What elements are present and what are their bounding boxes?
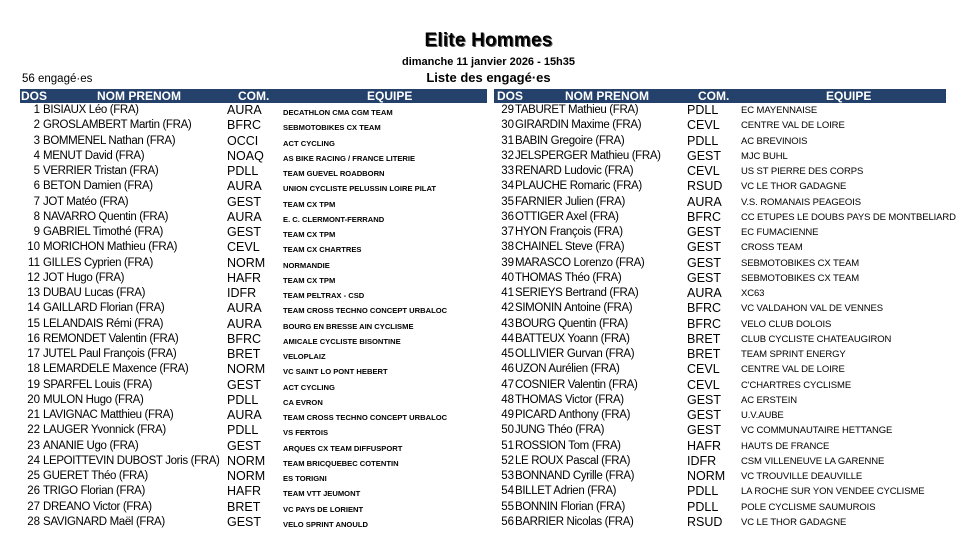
team-name: VC VALDAHON VAL DE VENNES — [741, 303, 883, 315]
bib-number: 5 — [33, 165, 40, 177]
rider-name: JELSPERGER Mathieu (FRA) — [515, 149, 661, 162]
bib-number: 10 — [27, 241, 40, 254]
team-name: VC PAYS DE LORIENT — [283, 504, 364, 514]
team-name: SEBMOTOBIKES CX TEAM — [283, 123, 381, 133]
bib-number: 43 — [501, 317, 514, 330]
rider-name: LAUGER Yvonnick (FRA) — [43, 424, 166, 437]
bib-number: 37 — [501, 226, 514, 238]
bib-number: 42 — [501, 302, 514, 315]
rider-name: PLAUCHE Romaric (FRA) — [515, 180, 642, 193]
team-name: CLUB CYCLISTE CHATEAUGIRON — [741, 333, 892, 345]
team-name: DECATHLON CMA CGM TEAM — [283, 108, 393, 117]
rider-name: HYON François (FRA) — [515, 226, 623, 238]
team-name: ES TORIGNI — [283, 474, 327, 483]
committee-code: NORM — [687, 469, 726, 483]
committee-code: IDFR — [687, 453, 717, 468]
committee-code: IDFR — [227, 286, 257, 300]
table-header-left — [20, 89, 487, 103]
committee-code: GEST — [227, 377, 262, 392]
bib-number: 33 — [501, 165, 514, 177]
rider-name: BONNAND Cyrille (FRA) — [515, 470, 635, 482]
bib-number: 16 — [27, 332, 40, 345]
committee-code: CEVL — [687, 362, 720, 377]
bib-number: 28 — [27, 515, 40, 528]
rider-name: BOMMENEL Nathan (FRA) — [43, 134, 176, 147]
rider-name: COSNIER Valentin (FRA) — [515, 378, 638, 391]
team-name: CROSS TEAM — [741, 242, 803, 254]
rider-name: LEMARDELE Maxence (FRA) — [43, 363, 189, 376]
committee-code: GEST — [687, 225, 722, 239]
committee-code: PDLL — [687, 103, 719, 117]
bib-number: 3 — [33, 134, 40, 147]
committee-code: GEST — [227, 225, 262, 239]
bib-number: 53 — [501, 470, 514, 482]
bib-number: 52 — [501, 454, 514, 467]
team-name: TEAM CX TPM — [283, 199, 336, 209]
team-name: VC LE THOR GADAGNE — [741, 181, 847, 193]
committee-code: BRET — [227, 499, 261, 514]
rider-name: MORICHON Mathieu (FRA) — [43, 241, 178, 254]
team-name: TEAM CX CHARTRES — [283, 245, 362, 255]
bib-number: 6 — [33, 180, 40, 193]
team-name: LA ROCHE SUR YON VENDEE CYCLISME — [741, 486, 925, 498]
committee-code: GEST — [227, 514, 262, 529]
rider-name: GIRARDIN Maxime (FRA) — [515, 119, 642, 132]
bib-number: 23 — [27, 439, 40, 452]
committee-code: PDLL — [227, 423, 259, 438]
team-name: ARQUES CX TEAM DIFFUSPORT — [283, 443, 403, 453]
committee-code: AURA — [687, 194, 722, 209]
column-header-team: EQUIPE — [367, 89, 413, 103]
team-name: HAUTS DE FRANCE — [741, 440, 830, 452]
rider-name: RENARD Ludovic (FRA) — [515, 165, 634, 177]
rider-name: NAVARRO Quentin (FRA) — [43, 210, 169, 223]
committee-code: GEST — [687, 148, 722, 163]
committee-code: GEST — [227, 194, 262, 209]
rider-name: GUERET Théo (FRA) — [43, 470, 148, 482]
bib-number: 38 — [501, 241, 514, 254]
committee-code: HAFR — [227, 270, 262, 285]
team-name: VC TROUVILLE DEAUVILLE — [741, 471, 863, 482]
team-name: MJC BUHL — [741, 150, 788, 162]
committee-code: AURA — [227, 408, 262, 422]
team-name: TEAM SPRINT ENERGY — [741, 349, 846, 360]
rider-name: GAILLARD Florian (FRA) — [43, 302, 165, 315]
committee-code: CEVL — [687, 118, 720, 133]
committee-code: BRET — [687, 331, 721, 346]
committee-code: GEST — [687, 255, 722, 270]
rider-name: BARRIER Nicolas (FRA) — [515, 515, 634, 528]
committee-code: GEST — [687, 270, 722, 285]
committee-code: OCCI — [227, 133, 259, 148]
column-header-com: COM. — [698, 89, 730, 103]
committee-code: NORM — [227, 255, 266, 270]
rider-name: TABURET Mathieu (FRA) — [515, 104, 639, 116]
rider-name: BATTEUX Yoann (FRA) — [515, 332, 630, 345]
rider-name: ANANIE Ugo (FRA) — [43, 439, 139, 452]
list-subtitle: Liste des engagé·es — [426, 70, 551, 85]
team-name: EC FUMACIENNE — [741, 227, 819, 238]
bib-number: 19 — [27, 378, 40, 391]
rider-name: FARNIER Julien (FRA) — [515, 195, 625, 208]
committee-code: BFRC — [687, 316, 722, 331]
committee-code: BFRC — [687, 301, 722, 316]
team-name: AMICALE CYCLISTE BISONTINE — [283, 336, 401, 346]
rider-name: LEPOITTEVIN DUBOST Joris (FRA) — [43, 454, 220, 467]
bib-number: 44 — [501, 332, 514, 345]
rider-name: GABRIEL Timothé (FRA) — [43, 226, 164, 238]
team-name: V.S. ROMANAIS PEAGEOIS — [741, 196, 861, 208]
column-header-team: EQUIPE — [826, 89, 872, 103]
table-header-right — [494, 89, 946, 103]
bib-number: 40 — [501, 271, 514, 284]
team-name: POLE CYCLISME SAUMUROIS — [741, 501, 876, 513]
team-name: EC MAYENNAISE — [741, 105, 818, 116]
rider-name: SPARFEL Louis (FRA) — [43, 378, 153, 391]
team-name: VELO SPRINT ANOULD — [283, 519, 368, 529]
bib-number: 26 — [27, 485, 40, 498]
committee-code: CEVL — [227, 240, 260, 255]
committee-code: PDLL — [687, 499, 719, 514]
team-name: TEAM CROSS TECHNO CONCEPT URBALOC — [283, 413, 448, 422]
bib-number: 48 — [501, 393, 514, 406]
committee-code: GEST — [687, 423, 722, 438]
committee-code: GEST — [227, 438, 262, 453]
column-header-name: NOM PRENOM — [565, 89, 649, 103]
rider-name: MARASCO Lorenzo (FRA) — [515, 256, 645, 269]
team-name: BOURG EN BRESSE AIN CYCLISME — [283, 321, 414, 331]
rider-name: MULON Hugo (FRA) — [43, 393, 144, 406]
rider-name: DUBAU Lucas (FRA) — [43, 287, 146, 299]
committee-code: GEST — [687, 392, 722, 407]
rider-name: JOT Matéo (FRA) — [43, 195, 129, 208]
rider-name: MENUT David (FRA) — [43, 149, 145, 162]
team-name: TEAM CX TPM — [283, 275, 336, 285]
rider-name: JOT Hugo (FRA) — [43, 271, 125, 284]
committee-code: PDLL — [687, 133, 719, 148]
committee-code: PDLL — [227, 392, 259, 407]
bib-number: 34 — [501, 180, 514, 193]
bib-number: 21 — [27, 409, 40, 421]
bib-number: 25 — [27, 470, 40, 482]
committee-code: AURA — [227, 103, 262, 117]
rider-name: JUNG Théo (FRA) — [515, 424, 605, 437]
team-name: CSM VILLENEUVE LA GARENNE — [741, 455, 885, 467]
bib-number: 12 — [27, 271, 40, 284]
committee-code: RSUD — [687, 179, 723, 194]
rider-name: GROSLAMBERT Martin (FRA) — [43, 119, 192, 132]
rider-name: UZON Aurélien (FRA) — [515, 363, 620, 376]
bib-number: 7 — [33, 195, 40, 208]
bib-number: 36 — [501, 210, 514, 223]
team-name: E. C. CLERMONT-FERRAND — [283, 214, 385, 224]
team-name: AC BREVINOIS — [741, 135, 808, 147]
column-header-name: NOM PRENOM — [97, 89, 181, 103]
rider-name: BISIAUX Léo (FRA) — [43, 104, 139, 116]
team-name: AC ERSTEIN — [741, 394, 798, 406]
bib-number: 11 — [28, 256, 40, 269]
rider-name: LE ROUX Pascal (FRA) — [515, 454, 631, 467]
bib-number: 47 — [501, 378, 514, 391]
committee-code: NORM — [227, 362, 266, 377]
race-date: dimanche 11 janvier 2026 - 15h35 — [401, 56, 576, 68]
column-header-dos: DOS — [497, 89, 524, 103]
team-name: VC SAINT LO PONT HEBERT — [283, 367, 388, 377]
bib-number: 41 — [501, 287, 514, 299]
team-name: SEBMOTOBIKES CX TEAM — [741, 257, 860, 269]
committee-code: PDLL — [687, 484, 719, 499]
committee-code: BFRC — [687, 209, 722, 224]
rider-name: BILLET Adrien (FRA) — [515, 485, 617, 498]
team-name: VC LE THOR GADAGNE — [741, 516, 847, 528]
bib-number: 8 — [33, 210, 40, 223]
team-name: TEAM VTT JEUMONT — [283, 489, 361, 499]
committee-code: BRET — [227, 347, 261, 361]
bib-number: 18 — [27, 363, 40, 376]
team-name: CENTRE VAL DE LOIRE — [741, 120, 845, 132]
bib-number: 22 — [27, 424, 40, 437]
rider-name: GILLES Cyprien (FRA) — [43, 256, 153, 269]
bib-number: 1 — [33, 104, 40, 116]
committee-code: BRET — [687, 347, 721, 361]
bib-number: 46 — [501, 363, 514, 376]
team-name: VELOPLAIZ — [283, 352, 326, 361]
team-name: SEBMOTOBIKES CX TEAM — [741, 272, 860, 284]
committee-code: AURA — [227, 301, 262, 316]
rider-name: SERIEYS Bertrand (FRA) — [515, 287, 639, 299]
column-header-dos: DOS — [21, 89, 48, 103]
team-name: CENTRE VAL DE LOIRE — [741, 364, 845, 376]
team-name: U.V.AUBE — [741, 410, 784, 421]
rider-name: DREANO Victor (FRA) — [43, 500, 152, 513]
bib-number: 49 — [501, 409, 514, 421]
rider-name: OTTIGER Axel (FRA) — [515, 210, 619, 223]
committee-code: BFRC — [227, 118, 262, 133]
bib-number: 31 — [501, 134, 514, 147]
rider-name: REMONDET Valentin (FRA) — [43, 332, 179, 345]
rider-name: PICARD Anthony (FRA) — [515, 409, 631, 421]
committee-code: HAFR — [687, 438, 722, 453]
committee-code: NOAQ — [227, 148, 264, 163]
bib-number: 15 — [27, 317, 40, 330]
bib-number: 24 — [27, 454, 40, 467]
rider-name: JUTEL Paul François (FRA) — [43, 348, 177, 360]
rider-name: THOMAS Victor (FRA) — [515, 393, 624, 406]
team-name: VELO CLUB DOLOIS — [741, 318, 832, 330]
bib-number: 17 — [27, 348, 40, 360]
committee-code: HAFR — [227, 484, 262, 499]
team-name: TEAM GUEVEL ROADBORN — [283, 169, 385, 178]
rider-name: LELANDAIS Rémi (FRA) — [43, 317, 164, 330]
committee-code: AURA — [227, 316, 262, 331]
committee-code: PDLL — [227, 164, 259, 178]
committee-code: CEVL — [687, 164, 720, 178]
bib-number: 14 — [27, 302, 40, 315]
rider-name: VERRIER Tristan (FRA) — [43, 165, 159, 177]
rider-name: SAVIGNARD Maël (FRA) — [43, 515, 165, 528]
bib-number: 9 — [33, 226, 40, 238]
bib-number: 27 — [27, 500, 40, 513]
bib-number: 39 — [501, 256, 514, 269]
committee-code: AURA — [687, 286, 722, 300]
team-name: TEAM CX TPM — [283, 230, 336, 239]
committee-code: CEVL — [687, 377, 720, 392]
team-name: TEAM BRICQUEBEC COTENTIN — [283, 458, 399, 468]
bib-number: 13 — [27, 287, 40, 299]
rider-name: TRIGO Florian (FRA) — [43, 485, 145, 498]
rider-name: SIMONIN Antoine (FRA) — [515, 302, 633, 315]
rider-name: CHAINEL Steve (FRA) — [515, 241, 625, 254]
bib-number: 54 — [501, 485, 514, 498]
bib-number: 4 — [33, 149, 40, 162]
bib-number: 56 — [501, 515, 514, 528]
committee-code: AURA — [227, 209, 262, 224]
team-name: VS FERTOIS — [283, 428, 329, 438]
team-name: TEAM PELTRAX - CSD — [283, 291, 365, 300]
committee-code: AURA — [227, 179, 262, 194]
committee-code: GEST — [687, 408, 722, 422]
bib-number: 30 — [501, 119, 514, 132]
team-name: TEAM CROSS TECHNO CONCEPT URBALOC — [283, 306, 448, 316]
bib-number: 29 — [501, 104, 514, 116]
team-name: ACT CYCLING — [283, 138, 335, 148]
team-name: CC ETUPES LE DOUBS PAYS DE MONTBELIARD — [741, 211, 956, 223]
bib-number: 2 — [33, 119, 40, 132]
committee-code: RSUD — [687, 514, 723, 529]
bib-number: 50 — [501, 424, 514, 437]
team-name: VC COMMUNAUTAIRE HETTANGE — [741, 425, 893, 437]
team-name: US ST PIERRE DES CORPS — [741, 166, 864, 177]
team-name: C'CHARTRES CYCLISME — [741, 379, 852, 391]
entrant-count: 56 engagé·es — [22, 73, 93, 85]
rider-name: BONNIN Florian (FRA) — [515, 500, 625, 513]
rider-name: ROSSION Tom (FRA) — [515, 439, 621, 452]
rider-name: BABIN Gregoire (FRA) — [515, 134, 625, 147]
bib-number: 51 — [501, 439, 514, 452]
team-name: UNION CYCLISTE PELUSSIN LOIRE PILAT — [283, 184, 437, 194]
committee-code: BFRC — [227, 331, 262, 346]
team-name: XC63 — [741, 288, 765, 299]
bib-number: 35 — [501, 195, 514, 208]
team-name: ACT CYCLING — [283, 382, 335, 392]
rider-name: BETON Damien (FRA) — [43, 180, 153, 193]
rider-name: OLLIVIER Gurvan (FRA) — [515, 348, 635, 360]
committee-code: NORM — [227, 453, 266, 468]
bib-number: 20 — [27, 393, 40, 406]
bib-number: 32 — [501, 149, 514, 162]
race-title: Elite Hommes — [424, 30, 553, 51]
bib-number: 45 — [501, 348, 514, 360]
rider-name: THOMAS Théo (FRA) — [515, 271, 622, 284]
rider-name: LAVIGNAC Matthieu (FRA) — [43, 409, 174, 421]
bib-number: 55 — [501, 500, 514, 513]
team-name: AS BIKE RACING / FRANCE LITERIE — [283, 153, 416, 163]
team-name: NORMANDIE — [283, 260, 330, 270]
rider-name: BOURG Quentin (FRA) — [515, 317, 628, 330]
team-name: CA EVRON — [283, 397, 323, 407]
committee-code: GEST — [687, 240, 722, 255]
column-header-com: COM. — [238, 89, 270, 103]
committee-code: NORM — [227, 469, 266, 483]
